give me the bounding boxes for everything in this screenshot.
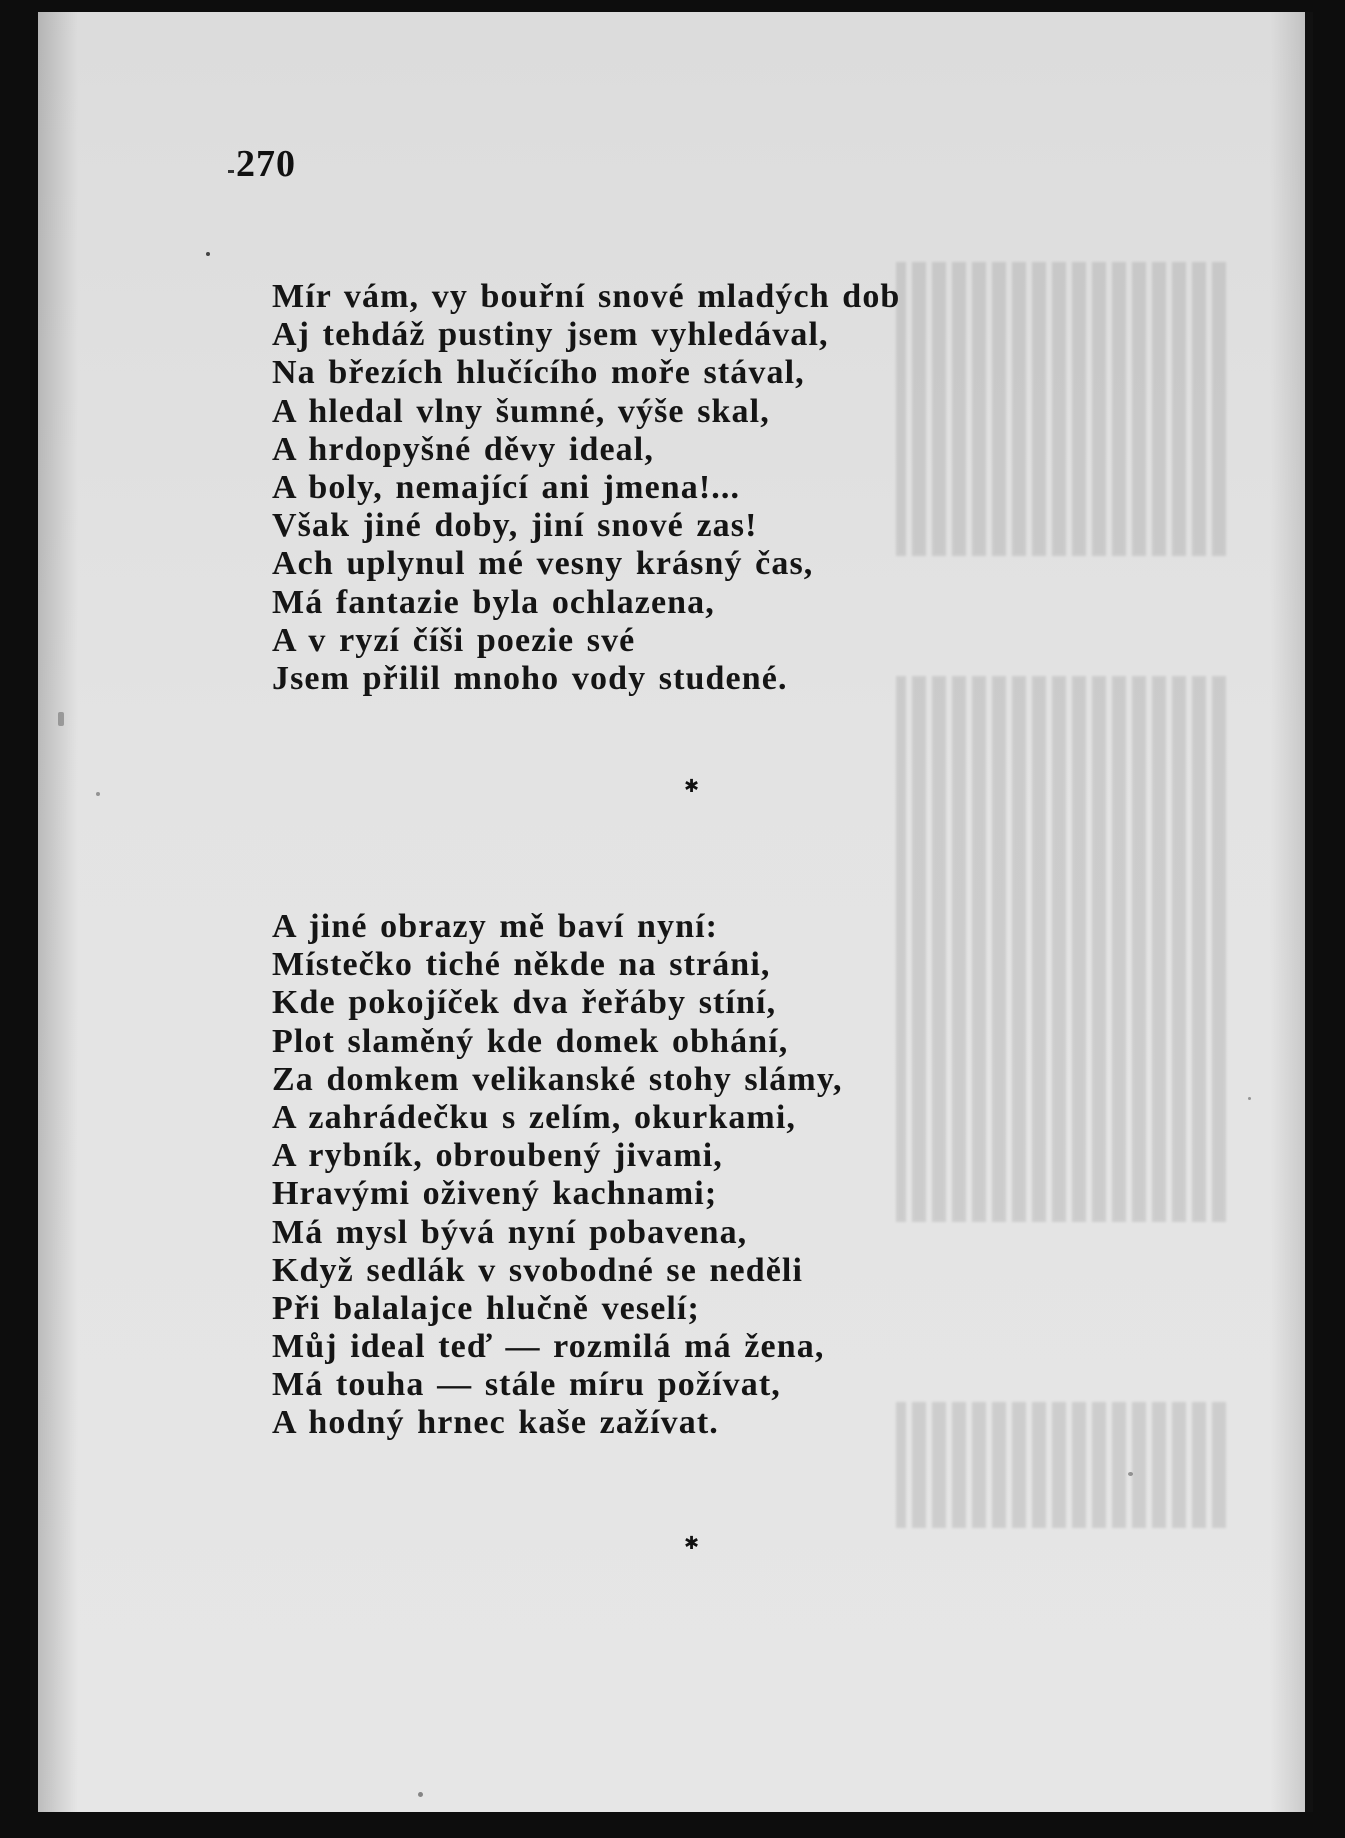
page-edge-shadow xyxy=(1270,12,1306,1812)
poem-line: Má touha — stále míru požívat, xyxy=(272,1366,781,1404)
poem-line: Jsem přilil mnoho vody studené. xyxy=(272,659,788,697)
page-mark xyxy=(228,170,234,173)
poem-line: Hravými oživený kachnami; xyxy=(272,1175,718,1213)
paper-speck xyxy=(96,792,100,796)
poem-line: Když sedlák v svobodné se neděli xyxy=(272,1251,803,1289)
poem-line: Kde pokojíček dva řeřáby stíní, xyxy=(272,984,777,1022)
poem-line: A v ryzí číši poezie své xyxy=(272,621,636,659)
poem-line: Můj ideal teď — rozmilá má žena, xyxy=(272,1328,825,1366)
poem-line: Má mysl bývá nyní pobavena, xyxy=(272,1213,748,1251)
poem-line: A hledal vlny šumné, výše skal, xyxy=(272,392,770,430)
poem-line: Plot slaměný kde domek obhání, xyxy=(272,1022,789,1060)
poem-line: A boly, nemající ani jmena!... xyxy=(272,468,741,506)
poem-line: A rybník, obroubený jivami, xyxy=(272,1137,723,1175)
poem-line: A jiné obrazy mě baví nyní: xyxy=(272,908,719,945)
book-page xyxy=(38,12,1306,1812)
page-edge-bar xyxy=(1305,12,1313,1812)
poem-line: Však jiné doby, jiní snové zas! xyxy=(272,507,758,545)
paper-speck xyxy=(206,252,210,256)
paper-speck xyxy=(1128,1472,1133,1476)
poem-line: Na březích hlučícího moře stával, xyxy=(272,354,805,392)
poem-line: A hrdopyšné děvy ideal, xyxy=(272,430,654,468)
poem-stanza-2 xyxy=(272,908,843,1443)
poem-line: Aj tehdáž pustiny jsem vyhledával, xyxy=(272,316,829,354)
poem-line: Mír vám, vy bouřní snové mladých dob xyxy=(272,278,901,315)
page-number: 270 xyxy=(236,143,296,185)
poem-line: Ach uplynul mé vesny krásný čas, xyxy=(272,545,814,583)
poem-line: Za domkem velikanské stohy slámy, xyxy=(272,1060,843,1098)
paper-speck xyxy=(1248,1097,1251,1100)
poem-line: Při balalajce hlučně veselí; xyxy=(272,1289,700,1327)
poem-stanza-1 xyxy=(272,278,900,698)
poem-line: Místečko tiché někde na stráni, xyxy=(272,946,771,984)
poem-line: A zahrádečku s zelím, okurkami, xyxy=(272,1098,796,1136)
show-through-text xyxy=(896,262,1226,1582)
section-separator: ✱ xyxy=(684,776,700,797)
poem-line: Má fantazie byla ochlazena, xyxy=(272,583,715,621)
paper-speck xyxy=(58,712,64,726)
section-separator: ✱ xyxy=(684,1533,700,1554)
paper-speck xyxy=(418,1792,423,1797)
poem-line: A hodný hrnec kaše zažívat. xyxy=(272,1404,719,1442)
